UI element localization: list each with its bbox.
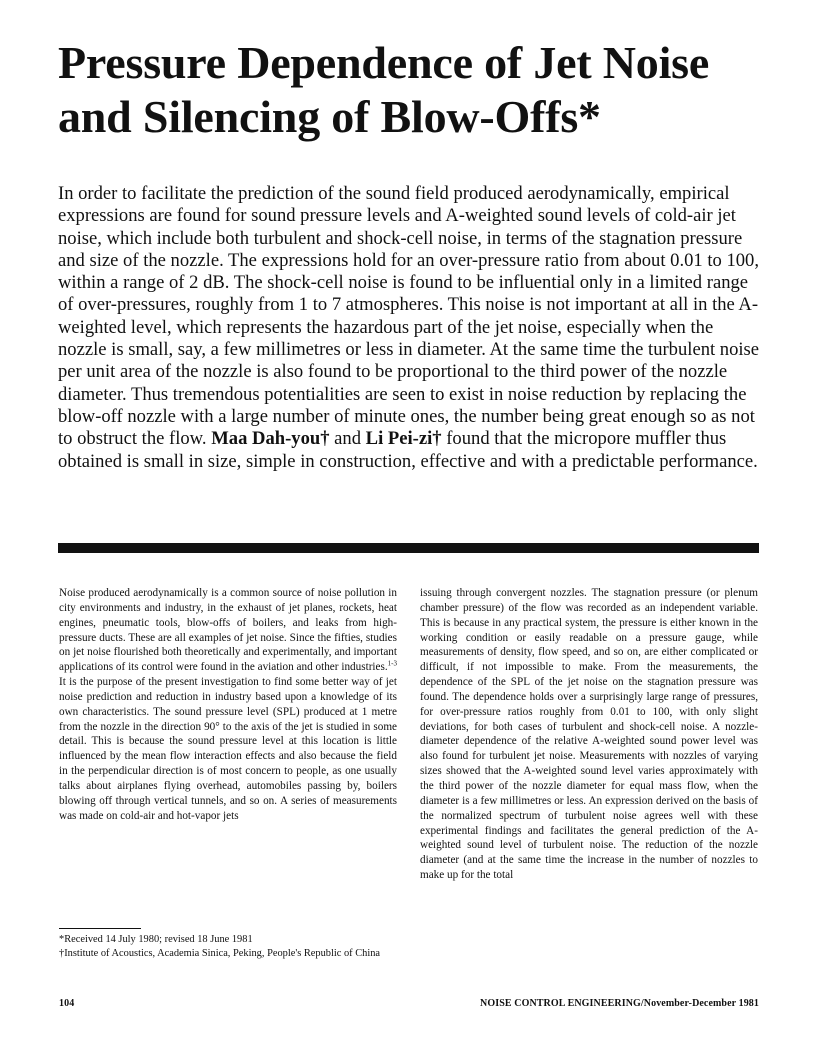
body-left-part1: Noise produced aerodynamically is a common source of noise pollution in city environments and industry, in the exhaust of jet planes, rockets, heat engines, pneumatic tools, blow-offs of boilers, and leaks from high-pressure ducts. These are all examples of jet noise. Since the fifties, studies on jet noise flourished both theoretically and experimentally, and important applications of its control were found in the aviation and other industries. xyxy=(59,587,397,674)
body-column-left xyxy=(59,586,397,824)
footnote-rule xyxy=(59,928,141,929)
body-column-right: issuing through convergent nozzles. The stagnation pressure (or plenum chamber pressure) of the flow was recorded as an independent variable. This is because in any practical system, the pressure is either known in the working condition or easily readable on a pressure gauge, while measurements of density, flow speed, and so on, are either complicated or difficult, if not impossible to make. From the measurements, the dependence of the SPL of the jet noise on the stagnation pressure was found. The dependence holds over a surprisingly large range of pressures, for over-pressure ratios roughly from 0.01 to 100, with only slight deviations, for both cases of turbulent and shock-cell noise. A nozzle-diameter dependence of the relative A-weighted sound power level was also found for turbulent jet noise. Measurements with nozzles of varying sizes showed that the A-weighted sound level varies approximately with the third power of the nozzle diameter for equal mass flow, when the diameter is a few millimetres or less. An expression derived on the basis of the normalized spectrum of turbulent noise agrees well with these experimental findings and facilitates the general prediction of the A-weighted sound level of turbulent noise. The reduction of the nozzle diameter (and at the same time the increase in the number of nozzles to make up for the total xyxy=(420,587,758,882)
abstract-conjunction: and xyxy=(334,428,362,450)
body-left-part2: It is the purpose of the present investigation to find some better way of jet noise prediction and reduction in industry based upon a knowledge of its own characteristics. The sound pressure level (SPL) produced at 1 metre from the nozzle in the direction 90° to the axis of the jet is studied in some detail. This is because the sound pressure level at this location is little influenced by the mean flow interaction effects and also because the field in the perpendicular direction is of most concern to people, as one usually talks about airplanes flying overhead, automobiles passing by, boilers blowing off through vertical tunnels, and so on. A series of measurements was made on cold-air and hot-vapor jets xyxy=(59,676,397,822)
article-title xyxy=(58,36,778,144)
reference-marker: 1-3 xyxy=(387,659,397,668)
footnote-received: *Received 14 July 1980; revised 18 June 1981 xyxy=(59,934,253,945)
footnote-affiliation: †Institute of Acoustics, Academia Sinica, Peking, People's Republic of China xyxy=(59,947,381,959)
author-li: Li Pei-zi† xyxy=(365,428,442,450)
journal-footer: NOISE CONTROL ENGINEERING/November-December 1981 xyxy=(480,998,759,1009)
footnotes xyxy=(59,933,397,960)
abstract xyxy=(58,183,764,473)
author-maa: Maa Dah-you† xyxy=(211,428,330,450)
abstract-text: In order to facilitate the prediction of the sound field produced aerodynamically, empirical expressions are found for sound pressure levels and A-weighted sound levels of cold-air jet noise, which include both turbulent and shock-cell noise, in terms of the stagnation pressure and size of the nozzle. The expressions hold for an over-pressure ratio from about 0.01 to 100, within a range of 2 dB. The shock-cell noise is found to be influential only in a limited range of over-pressures, roughly from 1 to 7 atmospheres. This noise is not important at all in the A-weighted level, which represents the hazardous part of the jet noise, especially when the nozzle is small, say, a few millimetres or less in diameter. At the same time the turbulent noise per unit area of the nozzle is also found to be proportional to the third power of the nozzle diameter. Thus tremendous potentialities are seen to exist in noise reduction by replacing the blow-off nozzle with a large number of minute ones, the number being great enough so as not to obstruct the flow. xyxy=(58,183,760,450)
abstract-text-end: found that the micropore muffler thus obtained is small in size, simple in construction, effective and with a predictable performance. xyxy=(58,428,758,472)
page-number: 104 xyxy=(59,998,75,1009)
section-divider xyxy=(58,543,759,553)
title-line-2: and Silencing of Blow-Offs* xyxy=(58,91,601,142)
title-line-1: Pressure Dependence of Jet Noise xyxy=(58,37,710,88)
